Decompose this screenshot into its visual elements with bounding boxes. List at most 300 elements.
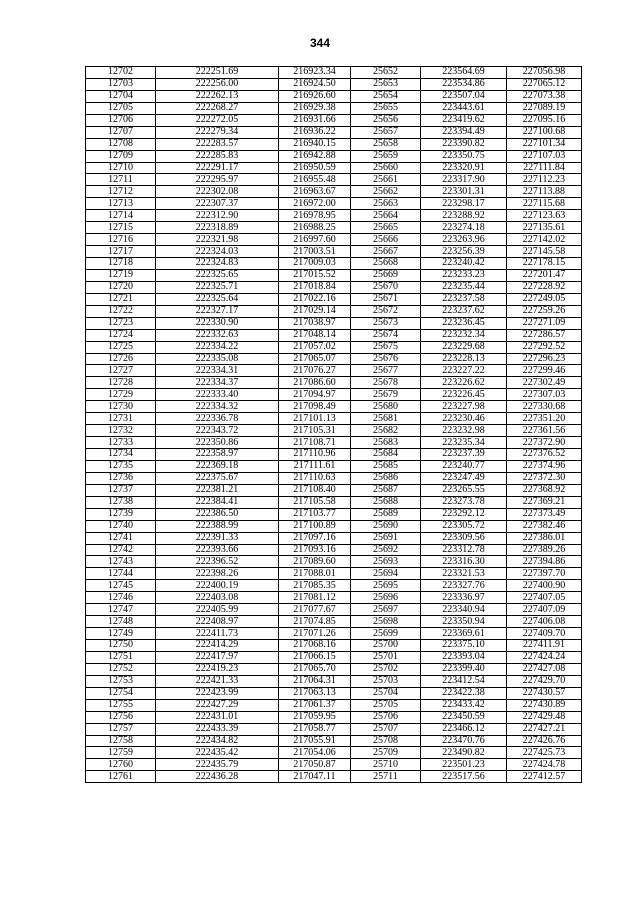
y-coordinate-cell: 216931.66 [279, 114, 351, 126]
point-id-cell: 12755 [86, 699, 156, 711]
x-coordinate-cell: 223316.30 [421, 556, 507, 568]
x-coordinate-cell: 223375.10 [421, 640, 507, 652]
y-coordinate-cell: 217110.96 [279, 449, 351, 461]
x-coordinate-cell: 223247.49 [421, 472, 507, 484]
y-coordinate-cell: 217055.91 [279, 735, 351, 747]
point-id-cell: 12703 [86, 78, 156, 90]
x-coordinate-cell: 222324.83 [156, 258, 279, 270]
y-coordinate-cell: 217081.12 [279, 592, 351, 604]
y-coordinate-cell: 217101.13 [279, 413, 351, 425]
x-coordinate-cell: 223470.76 [421, 735, 507, 747]
table-row [86, 329, 582, 341]
y-coordinate-cell: 217108.71 [279, 437, 351, 449]
x-coordinate-cell: 222369.18 [156, 460, 279, 472]
point-id-cell: 25680 [351, 401, 421, 413]
y-coordinate-cell: 216997.60 [279, 234, 351, 246]
x-coordinate-cell: 222332.63 [156, 329, 279, 341]
x-coordinate-cell: 222336.78 [156, 413, 279, 425]
y-coordinate-cell: 227112.23 [507, 174, 582, 186]
point-id-cell: 12745 [86, 580, 156, 592]
point-id-cell: 12713 [86, 198, 156, 210]
x-coordinate-cell: 222327.17 [156, 305, 279, 317]
y-coordinate-cell: 227249.05 [507, 293, 582, 305]
y-coordinate-cell: 227299.46 [507, 365, 582, 377]
x-coordinate-cell: 223312.78 [421, 544, 507, 556]
x-coordinate-cell: 223240.42 [421, 258, 507, 270]
point-id-cell: 12734 [86, 449, 156, 461]
y-coordinate-cell: 227412.57 [507, 771, 582, 783]
point-id-cell: 12728 [86, 377, 156, 389]
x-coordinate-cell: 222318.89 [156, 222, 279, 234]
x-coordinate-cell: 222335.08 [156, 353, 279, 365]
x-coordinate-cell: 223240.77 [421, 460, 507, 472]
x-coordinate-cell: 223230.46 [421, 413, 507, 425]
table-row [86, 78, 582, 90]
y-coordinate-cell: 227178.15 [507, 258, 582, 270]
y-coordinate-cell: 227145.58 [507, 246, 582, 258]
y-coordinate-cell: 227400.90 [507, 580, 582, 592]
point-id-cell: 12727 [86, 365, 156, 377]
y-coordinate-cell: 217015.52 [279, 269, 351, 281]
table-row [86, 234, 582, 246]
x-coordinate-cell: 222279.34 [156, 126, 279, 138]
y-coordinate-cell: 217038.97 [279, 317, 351, 329]
x-coordinate-cell: 223320.91 [421, 162, 507, 174]
point-id-cell: 25711 [351, 771, 421, 783]
y-coordinate-cell: 227407.05 [507, 592, 582, 604]
y-coordinate-cell: 217048.14 [279, 329, 351, 341]
point-id-cell: 25661 [351, 174, 421, 186]
point-id-cell: 12724 [86, 329, 156, 341]
point-id-cell: 25679 [351, 389, 421, 401]
y-coordinate-cell: 217089.60 [279, 556, 351, 568]
table-row [86, 508, 582, 520]
y-coordinate-cell: 217068.16 [279, 640, 351, 652]
y-coordinate-cell: 227430.57 [507, 687, 582, 699]
x-coordinate-cell: 222435.79 [156, 759, 279, 771]
table-row [86, 747, 582, 759]
y-coordinate-cell: 217093.16 [279, 544, 351, 556]
table-row [86, 568, 582, 580]
point-id-cell: 25699 [351, 628, 421, 640]
y-coordinate-cell: 217029.14 [279, 305, 351, 317]
y-coordinate-cell: 227286.57 [507, 329, 582, 341]
y-coordinate-cell: 216963.67 [279, 186, 351, 198]
point-id-cell: 12738 [86, 496, 156, 508]
point-id-cell: 25703 [351, 675, 421, 687]
x-coordinate-cell: 222325.64 [156, 293, 279, 305]
point-id-cell: 12721 [86, 293, 156, 305]
point-id-cell: 25667 [351, 246, 421, 258]
x-coordinate-cell: 223301.31 [421, 186, 507, 198]
y-coordinate-cell: 217094.97 [279, 389, 351, 401]
point-id-cell: 12748 [86, 616, 156, 628]
y-coordinate-cell: 227382.46 [507, 520, 582, 532]
point-id-cell: 25709 [351, 747, 421, 759]
y-coordinate-cell: 216940.15 [279, 138, 351, 150]
point-id-cell: 12740 [86, 520, 156, 532]
y-coordinate-cell: 227373.49 [507, 508, 582, 520]
y-coordinate-cell: 227307.03 [507, 389, 582, 401]
table-row [86, 592, 582, 604]
point-id-cell: 12709 [86, 150, 156, 162]
x-coordinate-cell: 222431.01 [156, 711, 279, 723]
page-number: 344 [309, 36, 331, 50]
point-id-cell: 25705 [351, 699, 421, 711]
x-coordinate-cell: 222325.65 [156, 269, 279, 281]
table-row [86, 604, 582, 616]
point-id-cell: 25700 [351, 640, 421, 652]
x-coordinate-cell: 223232.98 [421, 425, 507, 437]
table-row [86, 544, 582, 556]
x-coordinate-cell: 222433.39 [156, 723, 279, 735]
y-coordinate-cell: 217103.77 [279, 508, 351, 520]
table-row [86, 449, 582, 461]
x-coordinate-cell: 223369.61 [421, 628, 507, 640]
point-id-cell: 25676 [351, 353, 421, 365]
point-id-cell: 12757 [86, 723, 156, 735]
point-id-cell: 12719 [86, 269, 156, 281]
point-id-cell: 25672 [351, 305, 421, 317]
point-id-cell: 12723 [86, 317, 156, 329]
x-coordinate-cell: 223228.13 [421, 353, 507, 365]
x-coordinate-cell: 223227.22 [421, 365, 507, 377]
point-id-cell: 25690 [351, 520, 421, 532]
y-coordinate-cell: 217074.85 [279, 616, 351, 628]
table-row [86, 67, 582, 79]
x-coordinate-cell: 223450.59 [421, 711, 507, 723]
x-coordinate-cell: 222321.98 [156, 234, 279, 246]
point-id-cell: 12737 [86, 484, 156, 496]
x-coordinate-cell: 223350.94 [421, 616, 507, 628]
y-coordinate-cell: 227386.01 [507, 532, 582, 544]
y-coordinate-cell: 227406.08 [507, 616, 582, 628]
x-coordinate-cell: 223317.90 [421, 174, 507, 186]
x-coordinate-cell: 223226.62 [421, 377, 507, 389]
x-coordinate-cell: 222334.31 [156, 365, 279, 377]
y-coordinate-cell: 227411.91 [507, 640, 582, 652]
point-id-cell: 25707 [351, 723, 421, 735]
x-coordinate-cell: 222393.66 [156, 544, 279, 556]
x-coordinate-cell: 222295.97 [156, 174, 279, 186]
point-id-cell: 25654 [351, 90, 421, 102]
x-coordinate-cell: 222283.57 [156, 138, 279, 150]
x-coordinate-cell: 223292.12 [421, 508, 507, 520]
y-coordinate-cell: 217105.31 [279, 425, 351, 437]
x-coordinate-cell: 222384.41 [156, 496, 279, 508]
point-id-cell: 25694 [351, 568, 421, 580]
y-coordinate-cell: 227361.56 [507, 425, 582, 437]
y-coordinate-cell: 227101.34 [507, 138, 582, 150]
table-row [86, 353, 582, 365]
x-coordinate-cell: 222408.97 [156, 616, 279, 628]
point-id-cell: 12736 [86, 472, 156, 484]
y-coordinate-cell: 227397.70 [507, 568, 582, 580]
table-row [86, 496, 582, 508]
y-coordinate-cell: 227372.30 [507, 472, 582, 484]
point-id-cell: 25684 [351, 449, 421, 461]
y-coordinate-cell: 216978.95 [279, 210, 351, 222]
point-id-cell: 25656 [351, 114, 421, 126]
point-id-cell: 25678 [351, 377, 421, 389]
point-id-cell: 25698 [351, 616, 421, 628]
y-coordinate-cell: 227427.08 [507, 663, 582, 675]
x-coordinate-cell: 223327.76 [421, 580, 507, 592]
x-coordinate-cell: 222307.37 [156, 198, 279, 210]
x-coordinate-cell: 222434.82 [156, 735, 279, 747]
point-id-cell: 12752 [86, 663, 156, 675]
table-row [86, 305, 582, 317]
point-id-cell: 25688 [351, 496, 421, 508]
table-row [86, 114, 582, 126]
point-id-cell: 12731 [86, 413, 156, 425]
table-row [86, 651, 582, 663]
point-id-cell: 12747 [86, 604, 156, 616]
table-row [86, 389, 582, 401]
x-coordinate-cell: 222423.99 [156, 687, 279, 699]
x-coordinate-cell: 223236.45 [421, 317, 507, 329]
y-coordinate-cell: 217061.37 [279, 699, 351, 711]
point-id-cell: 12702 [86, 67, 156, 79]
x-coordinate-cell: 223534.86 [421, 78, 507, 90]
x-coordinate-cell: 222419.23 [156, 663, 279, 675]
y-coordinate-cell: 227073.38 [507, 90, 582, 102]
point-id-cell: 25666 [351, 234, 421, 246]
x-coordinate-cell: 222427.29 [156, 699, 279, 711]
y-coordinate-cell: 217054.06 [279, 747, 351, 759]
x-coordinate-cell: 222324.03 [156, 246, 279, 258]
point-id-cell: 25685 [351, 460, 421, 472]
point-id-cell: 25653 [351, 78, 421, 90]
y-coordinate-cell: 217066.15 [279, 651, 351, 663]
table-row [86, 687, 582, 699]
x-coordinate-cell: 222256.00 [156, 78, 279, 90]
x-coordinate-cell: 223298.17 [421, 198, 507, 210]
y-coordinate-cell: 217059.95 [279, 711, 351, 723]
x-coordinate-cell: 222291.17 [156, 162, 279, 174]
table-row [86, 162, 582, 174]
x-coordinate-cell: 223443.61 [421, 102, 507, 114]
table-row [86, 460, 582, 472]
x-coordinate-cell: 223237.58 [421, 293, 507, 305]
x-coordinate-cell: 223288.92 [421, 210, 507, 222]
y-coordinate-cell: 227425.73 [507, 747, 582, 759]
point-id-cell: 25702 [351, 663, 421, 675]
point-id-cell: 25662 [351, 186, 421, 198]
point-id-cell: 12720 [86, 281, 156, 293]
table-row [86, 401, 582, 413]
x-coordinate-cell: 222268.27 [156, 102, 279, 114]
x-coordinate-cell: 223309.56 [421, 532, 507, 544]
x-coordinate-cell: 222251.69 [156, 67, 279, 79]
y-coordinate-cell: 217050.87 [279, 759, 351, 771]
y-coordinate-cell: 227409.70 [507, 628, 582, 640]
point-id-cell: 25671 [351, 293, 421, 305]
y-coordinate-cell: 227389.26 [507, 544, 582, 556]
point-id-cell: 12712 [86, 186, 156, 198]
y-coordinate-cell: 216923.34 [279, 67, 351, 79]
y-coordinate-cell: 217065.70 [279, 663, 351, 675]
x-coordinate-cell: 223233.23 [421, 269, 507, 281]
y-coordinate-cell: 217077.67 [279, 604, 351, 616]
y-coordinate-cell: 227142.02 [507, 234, 582, 246]
point-id-cell: 12732 [86, 425, 156, 437]
x-coordinate-cell: 222330.90 [156, 317, 279, 329]
point-id-cell: 25657 [351, 126, 421, 138]
x-coordinate-cell: 223237.62 [421, 305, 507, 317]
y-coordinate-cell: 217047.11 [279, 771, 351, 783]
point-id-cell: 12725 [86, 341, 156, 353]
point-id-cell: 12710 [86, 162, 156, 174]
x-coordinate-cell: 223517.56 [421, 771, 507, 783]
x-coordinate-cell: 223256.39 [421, 246, 507, 258]
y-coordinate-cell: 217108.40 [279, 484, 351, 496]
point-id-cell: 12743 [86, 556, 156, 568]
y-coordinate-cell: 217085.35 [279, 580, 351, 592]
point-id-cell: 12708 [86, 138, 156, 150]
x-coordinate-cell: 223412.54 [421, 675, 507, 687]
table-row [86, 723, 582, 735]
y-coordinate-cell: 227376.52 [507, 449, 582, 461]
y-coordinate-cell: 217063.13 [279, 687, 351, 699]
point-id-cell: 25693 [351, 556, 421, 568]
point-id-cell: 25706 [351, 711, 421, 723]
x-coordinate-cell: 222414.29 [156, 640, 279, 652]
table-row [86, 437, 582, 449]
y-coordinate-cell: 217086.60 [279, 377, 351, 389]
y-coordinate-cell: 217111.61 [279, 460, 351, 472]
point-id-cell: 12750 [86, 640, 156, 652]
point-id-cell: 12749 [86, 628, 156, 640]
table-row [86, 640, 582, 652]
table-row [86, 210, 582, 222]
point-id-cell: 12746 [86, 592, 156, 604]
y-coordinate-cell: 217058.77 [279, 723, 351, 735]
x-coordinate-cell: 223422.38 [421, 687, 507, 699]
x-coordinate-cell: 223507.04 [421, 90, 507, 102]
point-id-cell: 12715 [86, 222, 156, 234]
point-id-cell: 25660 [351, 162, 421, 174]
x-coordinate-cell: 223564.69 [421, 67, 507, 79]
point-id-cell: 25683 [351, 437, 421, 449]
y-coordinate-cell: 227330.68 [507, 401, 582, 413]
x-coordinate-cell: 223265.55 [421, 484, 507, 496]
y-coordinate-cell: 227123.63 [507, 210, 582, 222]
x-coordinate-cell: 222285.83 [156, 150, 279, 162]
table-row [86, 532, 582, 544]
point-id-cell: 12735 [86, 460, 156, 472]
point-id-cell: 12730 [86, 401, 156, 413]
table-row [86, 759, 582, 771]
point-id-cell: 25692 [351, 544, 421, 556]
y-coordinate-cell: 217100.89 [279, 520, 351, 532]
table-row [86, 556, 582, 568]
y-coordinate-cell: 227424.78 [507, 759, 582, 771]
y-coordinate-cell: 216950.59 [279, 162, 351, 174]
table-row [86, 520, 582, 532]
y-coordinate-cell: 227292.52 [507, 341, 582, 353]
x-coordinate-cell: 222421.33 [156, 675, 279, 687]
point-id-cell: 25655 [351, 102, 421, 114]
y-coordinate-cell: 216988.25 [279, 222, 351, 234]
y-coordinate-cell: 227372.90 [507, 437, 582, 449]
x-coordinate-cell: 222386.50 [156, 508, 279, 520]
x-coordinate-cell: 222334.22 [156, 341, 279, 353]
y-coordinate-cell: 227100.68 [507, 126, 582, 138]
y-coordinate-cell: 216929.38 [279, 102, 351, 114]
x-coordinate-cell: 223321.53 [421, 568, 507, 580]
point-id-cell: 25665 [351, 222, 421, 234]
point-id-cell: 25686 [351, 472, 421, 484]
y-coordinate-cell: 216924.50 [279, 78, 351, 90]
x-coordinate-cell: 222302.08 [156, 186, 279, 198]
y-coordinate-cell: 227113.88 [507, 186, 582, 198]
point-id-cell: 12718 [86, 258, 156, 270]
y-coordinate-cell: 227369.21 [507, 496, 582, 508]
x-coordinate-cell: 223227.98 [421, 401, 507, 413]
x-coordinate-cell: 222435.42 [156, 747, 279, 759]
point-id-cell: 25677 [351, 365, 421, 377]
x-coordinate-cell: 222381.21 [156, 484, 279, 496]
point-id-cell: 25687 [351, 484, 421, 496]
y-coordinate-cell: 227394.86 [507, 556, 582, 568]
x-coordinate-cell: 222417.97 [156, 651, 279, 663]
coordinates-table-body [86, 67, 582, 783]
table-row [86, 365, 582, 377]
point-id-cell: 12741 [86, 532, 156, 544]
x-coordinate-cell: 222396.52 [156, 556, 279, 568]
point-id-cell: 25710 [351, 759, 421, 771]
x-coordinate-cell: 223490.82 [421, 747, 507, 759]
point-id-cell: 12751 [86, 651, 156, 663]
x-coordinate-cell: 223237.39 [421, 449, 507, 461]
table-row [86, 186, 582, 198]
table-row [86, 699, 582, 711]
y-coordinate-cell: 227259.26 [507, 305, 582, 317]
point-id-cell: 12705 [86, 102, 156, 114]
table-row [86, 425, 582, 437]
table-row [86, 580, 582, 592]
point-id-cell: 12753 [86, 675, 156, 687]
point-id-cell: 25673 [351, 317, 421, 329]
x-coordinate-cell: 223433.42 [421, 699, 507, 711]
y-coordinate-cell: 227429.48 [507, 711, 582, 723]
y-coordinate-cell: 227065.12 [507, 78, 582, 90]
table-row [86, 222, 582, 234]
y-coordinate-cell: 227089.19 [507, 102, 582, 114]
table-row [86, 413, 582, 425]
table-row [86, 711, 582, 723]
y-coordinate-cell: 217065.07 [279, 353, 351, 365]
point-id-cell: 25696 [351, 592, 421, 604]
point-id-cell: 25695 [351, 580, 421, 592]
x-coordinate-cell: 223394.49 [421, 126, 507, 138]
point-id-cell: 25701 [351, 651, 421, 663]
x-coordinate-cell: 222375.67 [156, 472, 279, 484]
point-id-cell: 25704 [351, 687, 421, 699]
table-row [86, 628, 582, 640]
x-coordinate-cell: 223340.94 [421, 604, 507, 616]
point-id-cell: 25689 [351, 508, 421, 520]
point-id-cell: 12742 [86, 544, 156, 556]
y-coordinate-cell: 217110.63 [279, 472, 351, 484]
table-row [86, 675, 582, 687]
coordinates-table [85, 66, 582, 783]
point-id-cell: 25697 [351, 604, 421, 616]
y-coordinate-cell: 227374.96 [507, 460, 582, 472]
x-coordinate-cell: 222403.08 [156, 592, 279, 604]
point-id-cell: 25663 [351, 198, 421, 210]
